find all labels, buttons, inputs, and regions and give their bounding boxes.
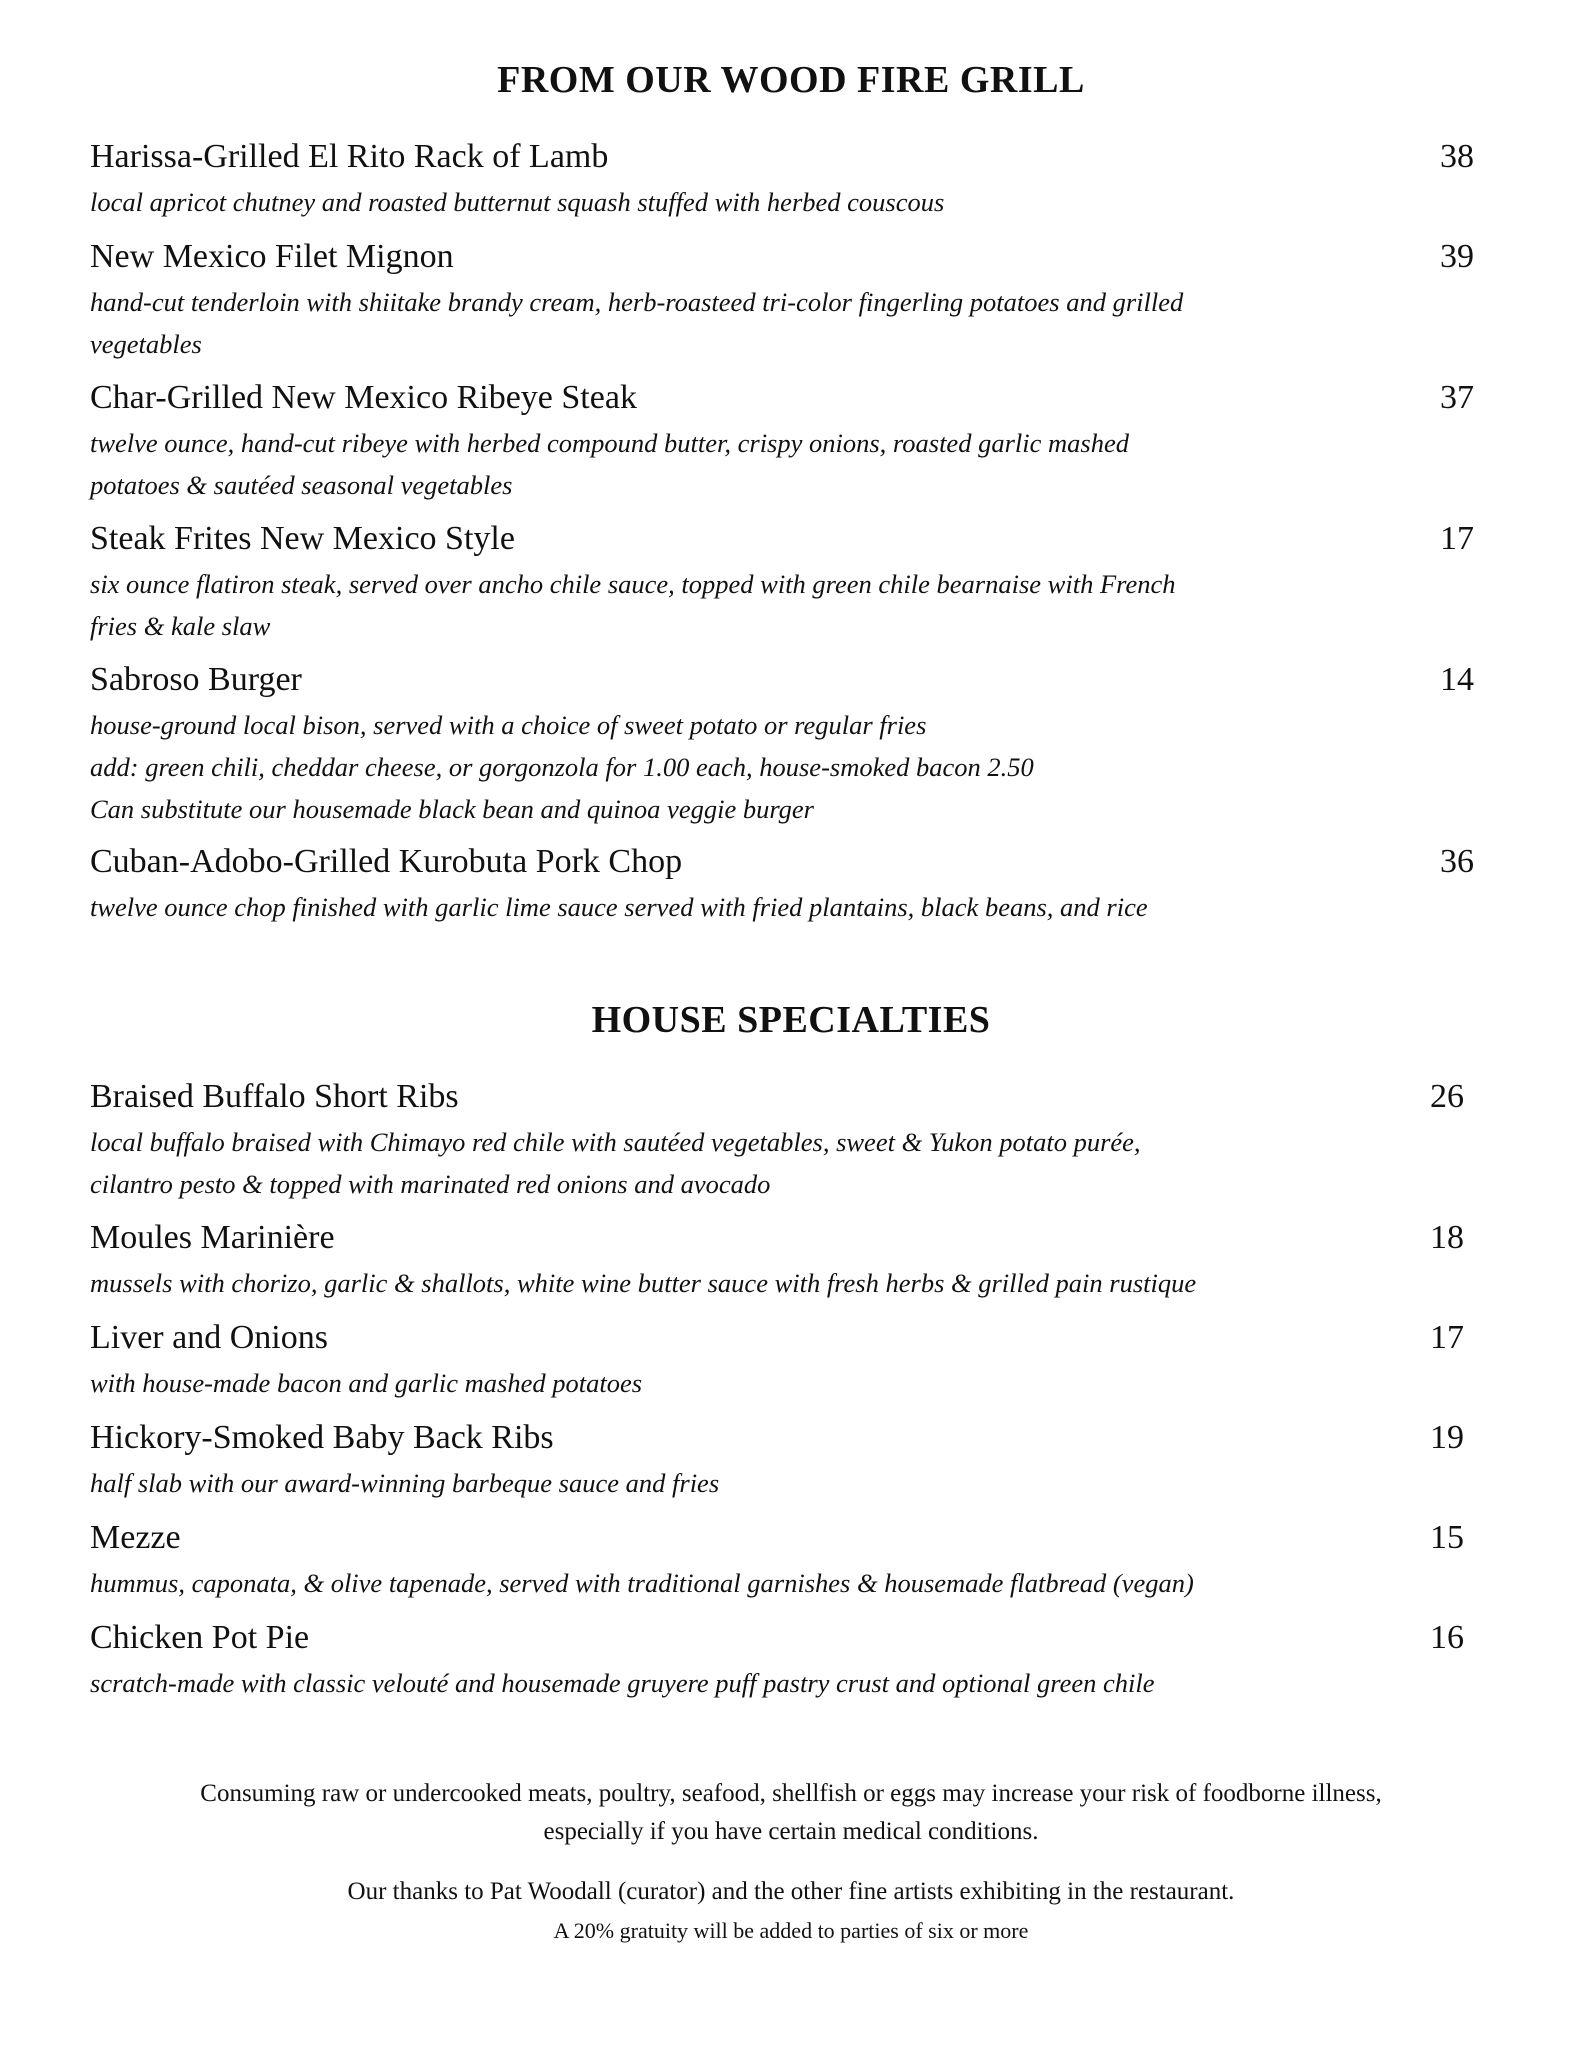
item-description: mussels with chorizo, garlic & shallots, white wine butter sauce with fresh herbs & grilled pain rustique xyxy=(90,1268,1197,1298)
item-name: Liver and Onions xyxy=(90,1319,328,1356)
item-name: Chicken Pot Pie xyxy=(90,1619,310,1656)
menu-item xyxy=(90,520,1474,647)
item-name: Mezze xyxy=(90,1519,181,1556)
item-price: 19 xyxy=(1430,1419,1464,1456)
item-price: 14 xyxy=(1440,661,1474,698)
item-price: 37 xyxy=(1440,379,1474,416)
menu-item xyxy=(90,1519,1464,1604)
item-name: Sabroso Burger xyxy=(90,661,302,698)
item-description: twelve ounce, hand-cut ribeye with herbed compound butter, crispy onions, roasted garlic mashed potatoes & sautéed seasonal vegetables xyxy=(90,428,1129,500)
item-price: 17 xyxy=(1430,1319,1464,1356)
artist-thanks: Our thanks to Pat Woodall (curator) and the other fine artists exhibiting in the restaurant. xyxy=(347,1878,1235,1905)
item-description: hummus, caponata, & olive tapenade, served with traditional garnishes & housemade flatbread (vegan) xyxy=(90,1568,1194,1598)
item-price: 16 xyxy=(1430,1619,1464,1656)
item-name: Braised Buffalo Short Ribs xyxy=(90,1078,459,1115)
item-price: 17 xyxy=(1440,520,1474,557)
item-description: six ounce flatiron steak, served over ancho chile sauce, topped with green chile bearnaise with French fries & kale slaw xyxy=(90,569,1176,641)
menu-item xyxy=(90,1619,1464,1704)
menu-item xyxy=(90,1219,1464,1304)
item-description: scratch-made with classic velouté and housemade gruyere puff pastry crust and optional green chile xyxy=(90,1668,1155,1698)
item-description: twelve ounce chop finished with garlic lime sauce served with fried plantains, black beans, and rice xyxy=(90,892,1148,922)
item-name: Hickory-Smoked Baby Back Ribs xyxy=(90,1419,554,1456)
menu-item xyxy=(90,843,1474,928)
item-description: with house-made bacon and garlic mashed potatoes xyxy=(90,1368,643,1398)
item-price: 18 xyxy=(1430,1219,1464,1256)
item-name: Char-Grilled New Mexico Ribeye Steak xyxy=(90,379,637,416)
section-title-grill: FROM OUR WOOD FIRE GRILL xyxy=(497,59,1085,101)
item-price: 36 xyxy=(1440,843,1474,880)
item-name: New Mexico Filet Mignon xyxy=(90,238,454,275)
item-description: half slab with our award-winning barbeque sauce and fries xyxy=(90,1468,720,1498)
section-title-specialties: HOUSE SPECIALTIES xyxy=(591,999,991,1041)
menu-item xyxy=(90,238,1474,365)
item-name: Moules Marinière xyxy=(90,1219,335,1256)
item-description: hand-cut tenderloin with shiitake brandy cream, herb-roasteed tri-color fingerling potatoes and grilled vegetables xyxy=(90,287,1184,359)
item-name: Cuban-Adobo-Grilled Kurobuta Pork Chop xyxy=(90,843,683,880)
menu-item xyxy=(90,379,1474,506)
item-description: local apricot chutney and roasted butternut squash stuffed with herbed couscous xyxy=(90,187,945,217)
item-description: house-ground local bison, served with a choice of sweet potato or regular fries add: green chili, cheddar cheese, or gorgonzola for 1.00 each, house-smoked bacon 2.50 Can substitute our housemade black bean and quinoa veggie burger xyxy=(90,710,1034,824)
item-price: 26 xyxy=(1430,1078,1464,1115)
item-description: local buffalo braised with Chimayo red chile with sautéed vegetables, sweet & Yukon potato purée, cilantro pesto & topped with marinated red onions and avocado xyxy=(90,1127,1141,1199)
item-price: 39 xyxy=(1440,238,1474,275)
menu-item xyxy=(90,1319,1464,1404)
item-price: 38 xyxy=(1440,138,1474,175)
menu-item xyxy=(90,1078,1464,1205)
item-price: 15 xyxy=(1430,1519,1464,1556)
gratuity-notice: A 20% gratuity will be added to parties of six or more xyxy=(553,1918,1029,1943)
menu-item xyxy=(90,1419,1464,1504)
item-name: Harissa-Grilled El Rito Rack of Lamb xyxy=(90,138,609,175)
health-warning-line-2: especially if you have certain medical conditions. xyxy=(543,1818,1039,1845)
health-warning-line-1: Consuming raw or undercooked meats, poultry, seafood, shellfish or eggs may increase your risk of foodborne illness, xyxy=(200,1780,1382,1807)
item-name: Steak Frites New Mexico Style xyxy=(90,520,515,557)
menu-item xyxy=(90,138,1474,223)
menu-item xyxy=(90,661,1474,830)
